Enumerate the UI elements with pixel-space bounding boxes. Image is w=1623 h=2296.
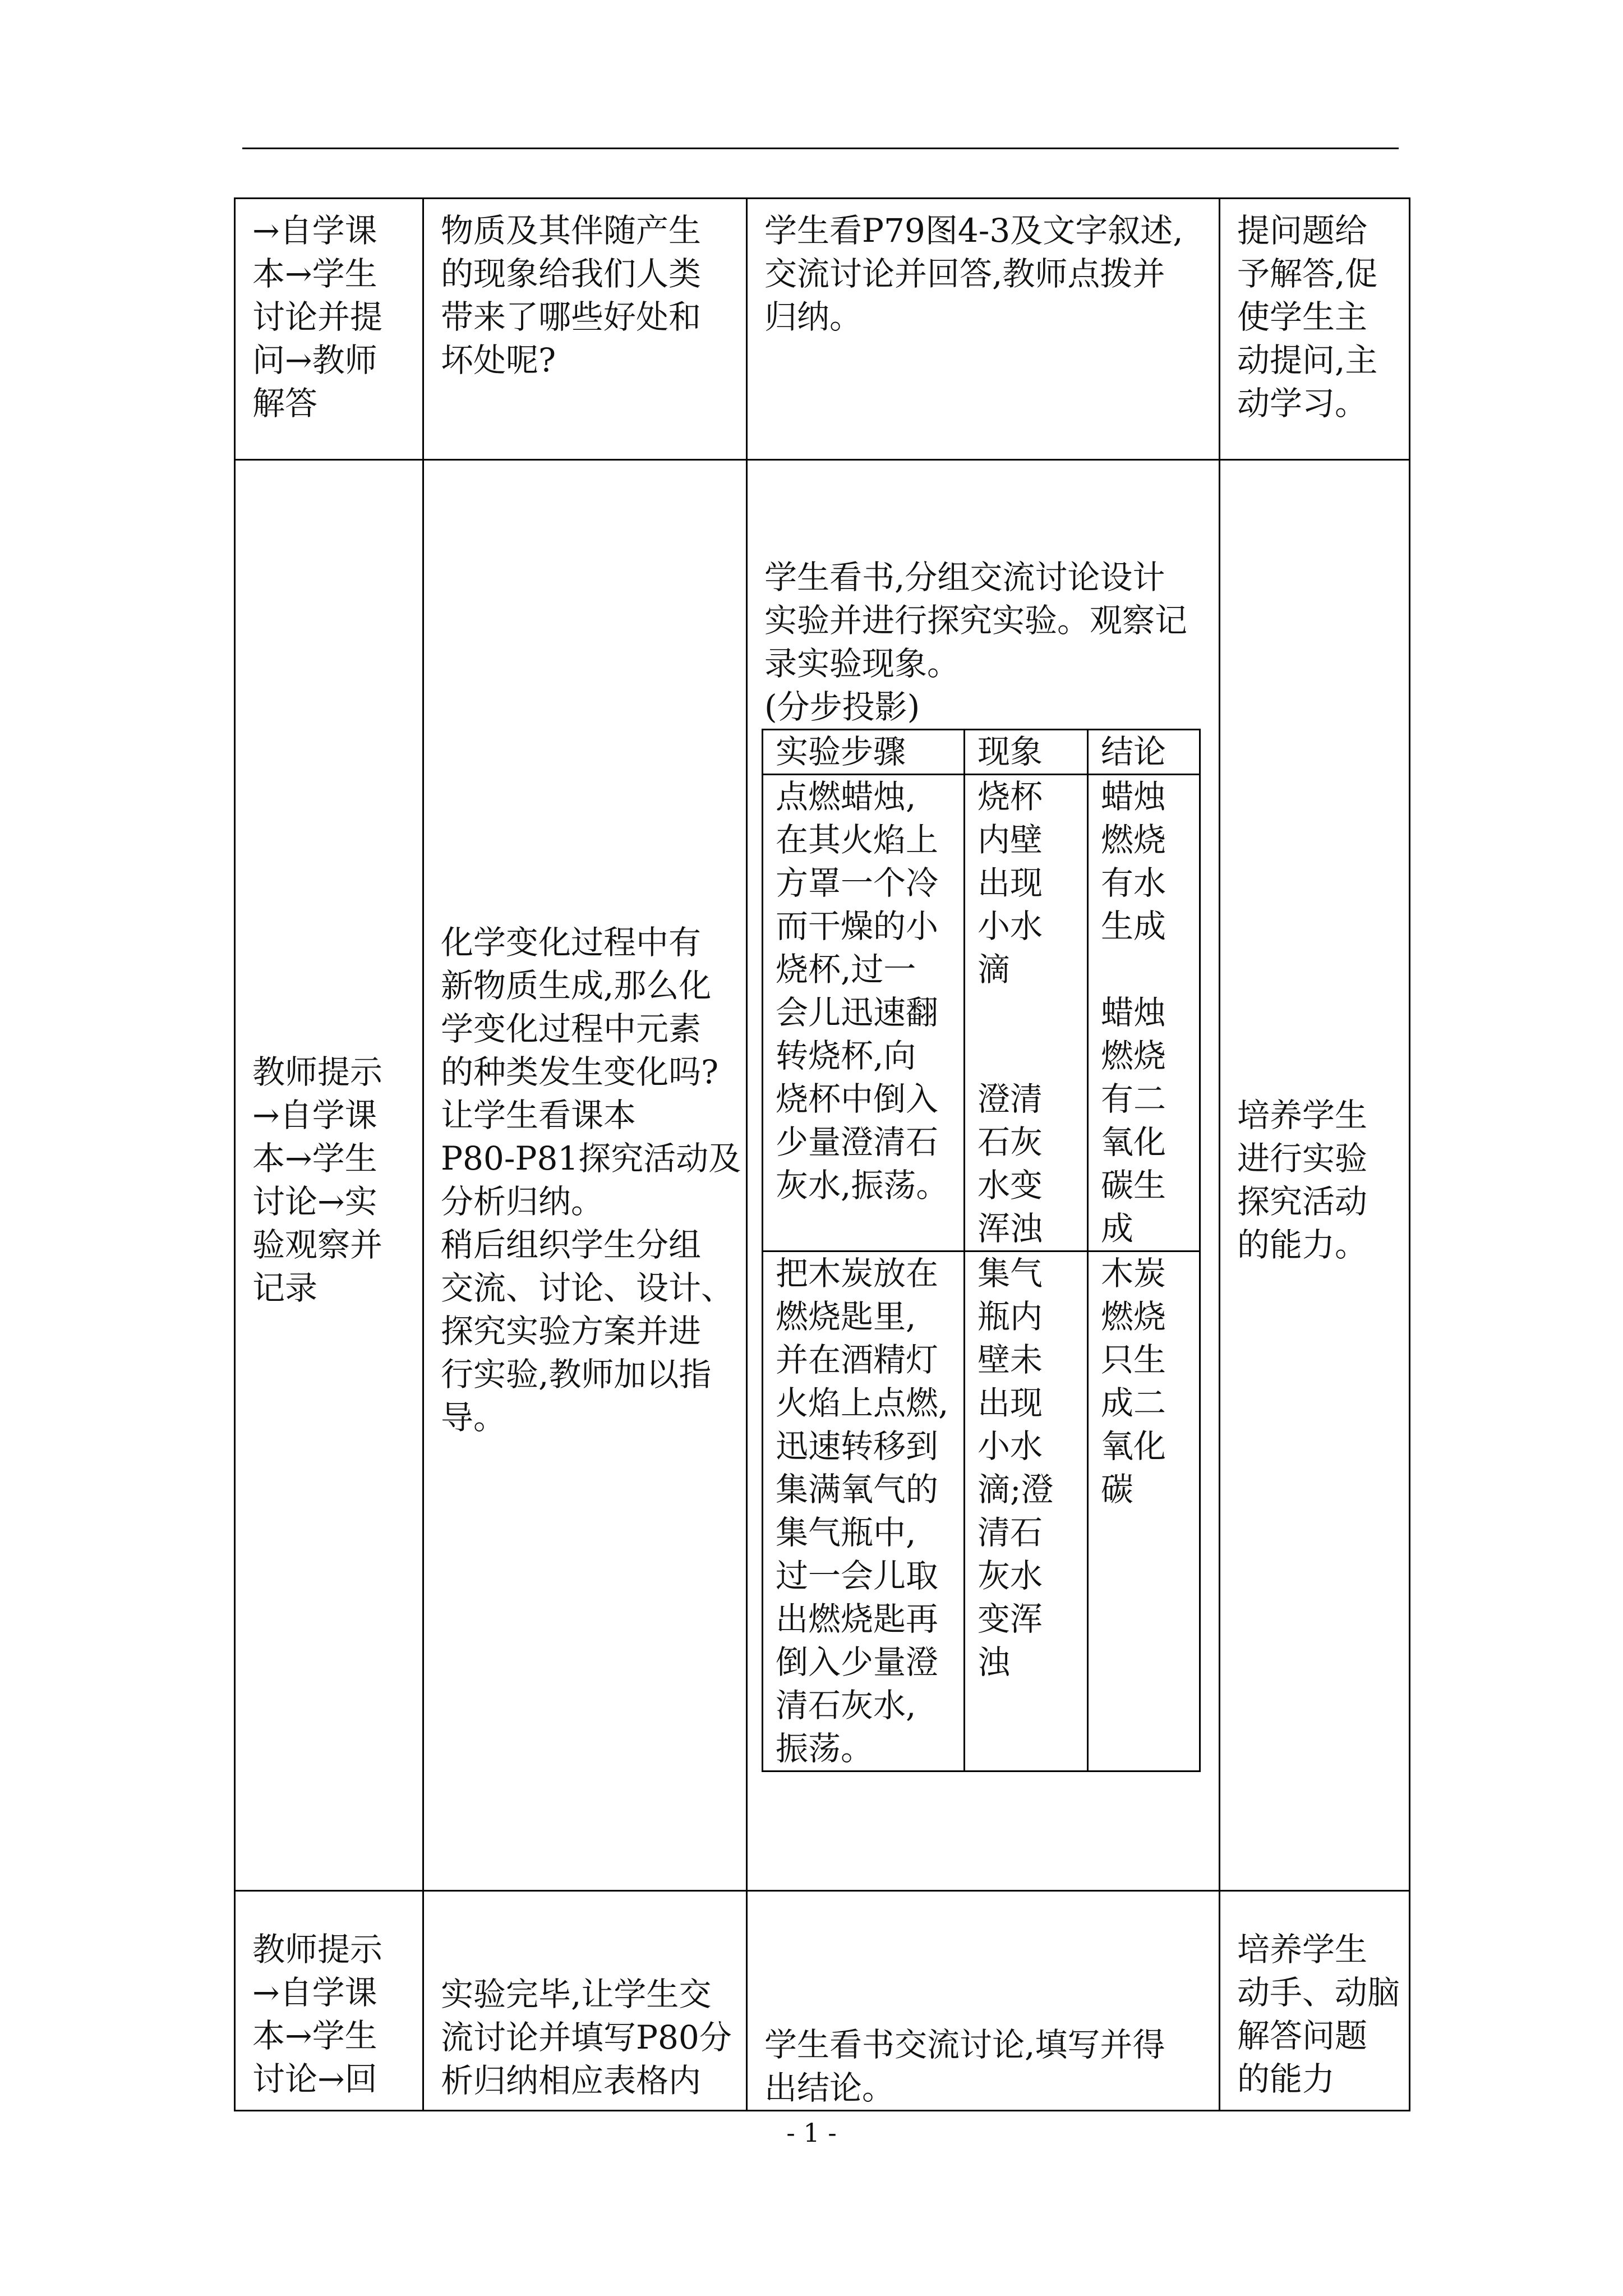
text-line: 实验并进行探究实验。观察记 — [764, 601, 1188, 639]
text-line: 转烧杯,向 — [776, 1037, 916, 1075]
text-line: 滴;澄 — [978, 1470, 1054, 1508]
text-line: 动学习。 — [1237, 384, 1368, 422]
text-line: 碳生 — [1101, 1166, 1166, 1204]
text-line: 物质及其伴随产生 — [441, 211, 702, 250]
text-line: 氧化 — [1101, 1427, 1166, 1465]
text-line: 本→学生 — [252, 255, 377, 293]
experiment-row — [763, 775, 1200, 1251]
text-line: 振荡。 — [776, 1729, 874, 1768]
cell-teaching-method — [235, 199, 423, 460]
header-step: 实验步骤 — [763, 730, 965, 775]
text-line: 出现 — [978, 864, 1043, 902]
experiment-conclusion — [1088, 775, 1200, 1251]
text-line: 的现象给我们人类 — [441, 255, 702, 293]
text-line: 学变化过程中元素 — [441, 1010, 702, 1048]
text-line: 分析归纳。 — [441, 1182, 604, 1221]
text-line: 燃烧 — [1101, 821, 1166, 859]
text-line: 稍后组织学生分组 — [441, 1226, 702, 1264]
text-line: 的种类发生变化吗? — [441, 1053, 719, 1091]
text-line: 学生看书交流讨论,填写并得 — [764, 2026, 1165, 2064]
text-line: 学生看书,分组交流讨论设计 — [764, 558, 1165, 596]
text-line: 小水 — [978, 907, 1043, 945]
text-line: 交流、讨论、设计、 — [441, 1269, 734, 1307]
text-line: 烧杯中倒入 — [776, 1080, 939, 1118]
text-line: 集气瓶中, — [776, 1513, 916, 1552]
text-line: 的能力 — [1237, 2060, 1335, 2098]
header-rule — [242, 148, 1399, 149]
text-line: 验观察并 — [252, 1226, 383, 1264]
text-line: 燃烧 — [1101, 1297, 1166, 1336]
text-line: 燃烧匙里, — [776, 1297, 916, 1336]
text-line — [978, 1034, 1075, 1078]
text-line: 实验完毕,让学生交 — [441, 1975, 712, 2013]
text-line: 氧化 — [1101, 1123, 1166, 1161]
text-line: 成 — [1101, 1209, 1134, 1248]
experiment-table — [762, 729, 1201, 1772]
table-row — [235, 1891, 1410, 2111]
cell-teacher-activity — [423, 460, 747, 1891]
text-line: 而干燥的小 — [776, 907, 939, 945]
text-line: 火焰上点燃, — [776, 1384, 949, 1422]
text-line: 浑浊 — [978, 1209, 1043, 1248]
text-line: 流讨论并填写P80分 — [441, 2018, 732, 2056]
text-line: 清石 — [978, 1513, 1043, 1552]
text-line: 浊 — [978, 1643, 1011, 1681]
text-line: 少量澄清石 — [776, 1123, 939, 1161]
text-line: 教师提示 — [252, 1053, 383, 1091]
text-line: 培养学生 — [1237, 1096, 1368, 1134]
cell-student-activity — [747, 1891, 1220, 2111]
table-row — [235, 199, 1410, 460]
text-line: 壁未 — [978, 1341, 1043, 1379]
text-line: 坏处呢? — [441, 341, 556, 379]
text-line: 录实验现象。 — [764, 645, 960, 683]
text-line: 并在酒精灯 — [776, 1341, 939, 1379]
text-line: 记录 — [252, 1269, 318, 1307]
text-line: 培养学生 — [1237, 1930, 1368, 1968]
text-line: 迅速转移到 — [776, 1427, 939, 1465]
cell-design-intent — [1220, 1891, 1410, 2111]
text-line: 教师提示 — [252, 1930, 383, 1968]
text-line: 有水 — [1101, 864, 1166, 902]
lesson-table — [234, 197, 1410, 2111]
text-line: 解答问题 — [1237, 2017, 1368, 2055]
experiment-phenomenon — [965, 1251, 1088, 1772]
text-line: 成二 — [1101, 1384, 1166, 1422]
text-line: 清石灰水, — [776, 1686, 916, 1724]
text-line: →自学课 — [252, 211, 377, 250]
text-line: 动手、动脑 — [1237, 1973, 1400, 2012]
text-line: 灰水 — [978, 1557, 1043, 1595]
cell-teaching-method — [235, 1891, 423, 2111]
cell-design-intent — [1220, 199, 1410, 460]
cell-teacher-activity — [423, 1891, 747, 2111]
text-line: 只生 — [1101, 1341, 1166, 1379]
experiment-row — [763, 1251, 1200, 1772]
text-line: 点燃蜡烛, — [776, 777, 916, 816]
text-line: 予解答,促 — [1237, 255, 1378, 293]
text-line: 燃烧 — [1101, 1037, 1166, 1075]
text-line: 讨论并提 — [252, 298, 383, 336]
text-line: 让学生看课本 — [441, 1096, 637, 1134]
text-line: 蜡烛 — [1101, 993, 1166, 1032]
text-line: 导。 — [441, 1398, 506, 1437]
text-line: 出燃烧匙再 — [776, 1600, 939, 1638]
text-line: 烧杯,过一 — [776, 950, 916, 988]
text-line: 进行实验 — [1237, 1139, 1368, 1177]
text-line: 碳 — [1101, 1470, 1134, 1508]
text-line: 会儿迅速翻 — [776, 993, 939, 1032]
text-line: →自学课 — [252, 1096, 377, 1134]
header-conclusion: 结论 — [1088, 730, 1200, 775]
text-line: 瓶内 — [978, 1297, 1043, 1336]
text-line: 使学生主 — [1237, 298, 1368, 336]
text-line: 小水 — [978, 1427, 1043, 1465]
text-line: 动提问,主 — [1237, 341, 1378, 379]
text-line: 变浑 — [978, 1600, 1043, 1638]
text-line: (分步投影) — [764, 688, 920, 726]
cell-teacher-activity — [423, 199, 747, 460]
text-line: 有二 — [1101, 1080, 1166, 1118]
text-line: 本→学生 — [252, 1139, 377, 1177]
text-line: 蜡烛 — [1101, 777, 1166, 816]
cell-student-activity — [747, 460, 1220, 1891]
page-number: - 1 - — [786, 2118, 837, 2148]
text-line: P80-P81探究活动及 — [441, 1139, 741, 1177]
header-phenomenon: 现象 — [965, 730, 1088, 775]
text-line: 新物质生成,那么化 — [441, 967, 712, 1005]
text-line: 的能力。 — [1237, 1226, 1368, 1264]
experiment-header-row — [763, 730, 1200, 775]
text-line: →自学课 — [252, 1973, 377, 2012]
text-line: 澄清 — [978, 1080, 1043, 1118]
text-line: 讨论→实 — [252, 1182, 377, 1221]
text-line — [978, 991, 1075, 1034]
experiment-phenomenon — [965, 775, 1088, 1251]
text-line: 探究实验方案并进 — [441, 1312, 702, 1350]
text-line: 出结论。 — [764, 2069, 895, 2107]
text-line: 过一会儿取 — [776, 1557, 939, 1595]
text-line: 把木炭放在 — [776, 1254, 939, 1292]
cell-teaching-method — [235, 460, 423, 1891]
text-line: 化学变化过程中有 — [441, 923, 702, 961]
text-line: 归纳。 — [764, 298, 863, 336]
experiment-step — [763, 1251, 965, 1772]
text-line: 问→教师 — [252, 341, 377, 379]
text-line: 带来了哪些好处和 — [441, 298, 702, 336]
text-line: 生成 — [1101, 907, 1166, 945]
text-line: 倒入少量澄 — [776, 1643, 939, 1681]
text-line: 木炭 — [1101, 1254, 1166, 1292]
text-line: 探究活动 — [1237, 1182, 1368, 1221]
text-line: 滴 — [978, 950, 1011, 988]
text-line: 讨论→回 — [252, 2060, 377, 2098]
text-line: 方罩一个冷 — [776, 864, 939, 902]
text-line: 析归纳相应表格内 — [441, 2062, 702, 2100]
text-line: 学生看P79图4-3及文字叙述, — [764, 211, 1183, 250]
text-line: 行实验,教师加以指 — [441, 1355, 712, 1393]
cell-student-activity — [747, 199, 1220, 460]
text-line: 交流讨论并回答,教师点拨并 — [764, 255, 1165, 293]
text-line: 水变 — [978, 1166, 1043, 1204]
text-line: 石灰 — [978, 1123, 1043, 1161]
text-line: 出现 — [978, 1384, 1043, 1422]
text-line: 灰水,振荡。 — [776, 1166, 949, 1204]
text-line: 集满氧气的 — [776, 1470, 939, 1508]
text-line — [1101, 948, 1187, 991]
text-line: 本→学生 — [252, 2017, 377, 2055]
table-row — [235, 460, 1410, 1891]
text-line: 烧杯 — [978, 777, 1043, 816]
text-line: 内壁 — [978, 821, 1043, 859]
experiment-conclusion — [1088, 1251, 1200, 1772]
text-line: 集气 — [978, 1254, 1043, 1292]
experiment-step — [763, 775, 965, 1251]
text-line: 解答 — [252, 384, 318, 422]
cell-design-intent — [1220, 460, 1410, 1891]
text-line: 在其火焰上 — [776, 821, 939, 859]
text-line: 提问题给 — [1237, 211, 1368, 250]
